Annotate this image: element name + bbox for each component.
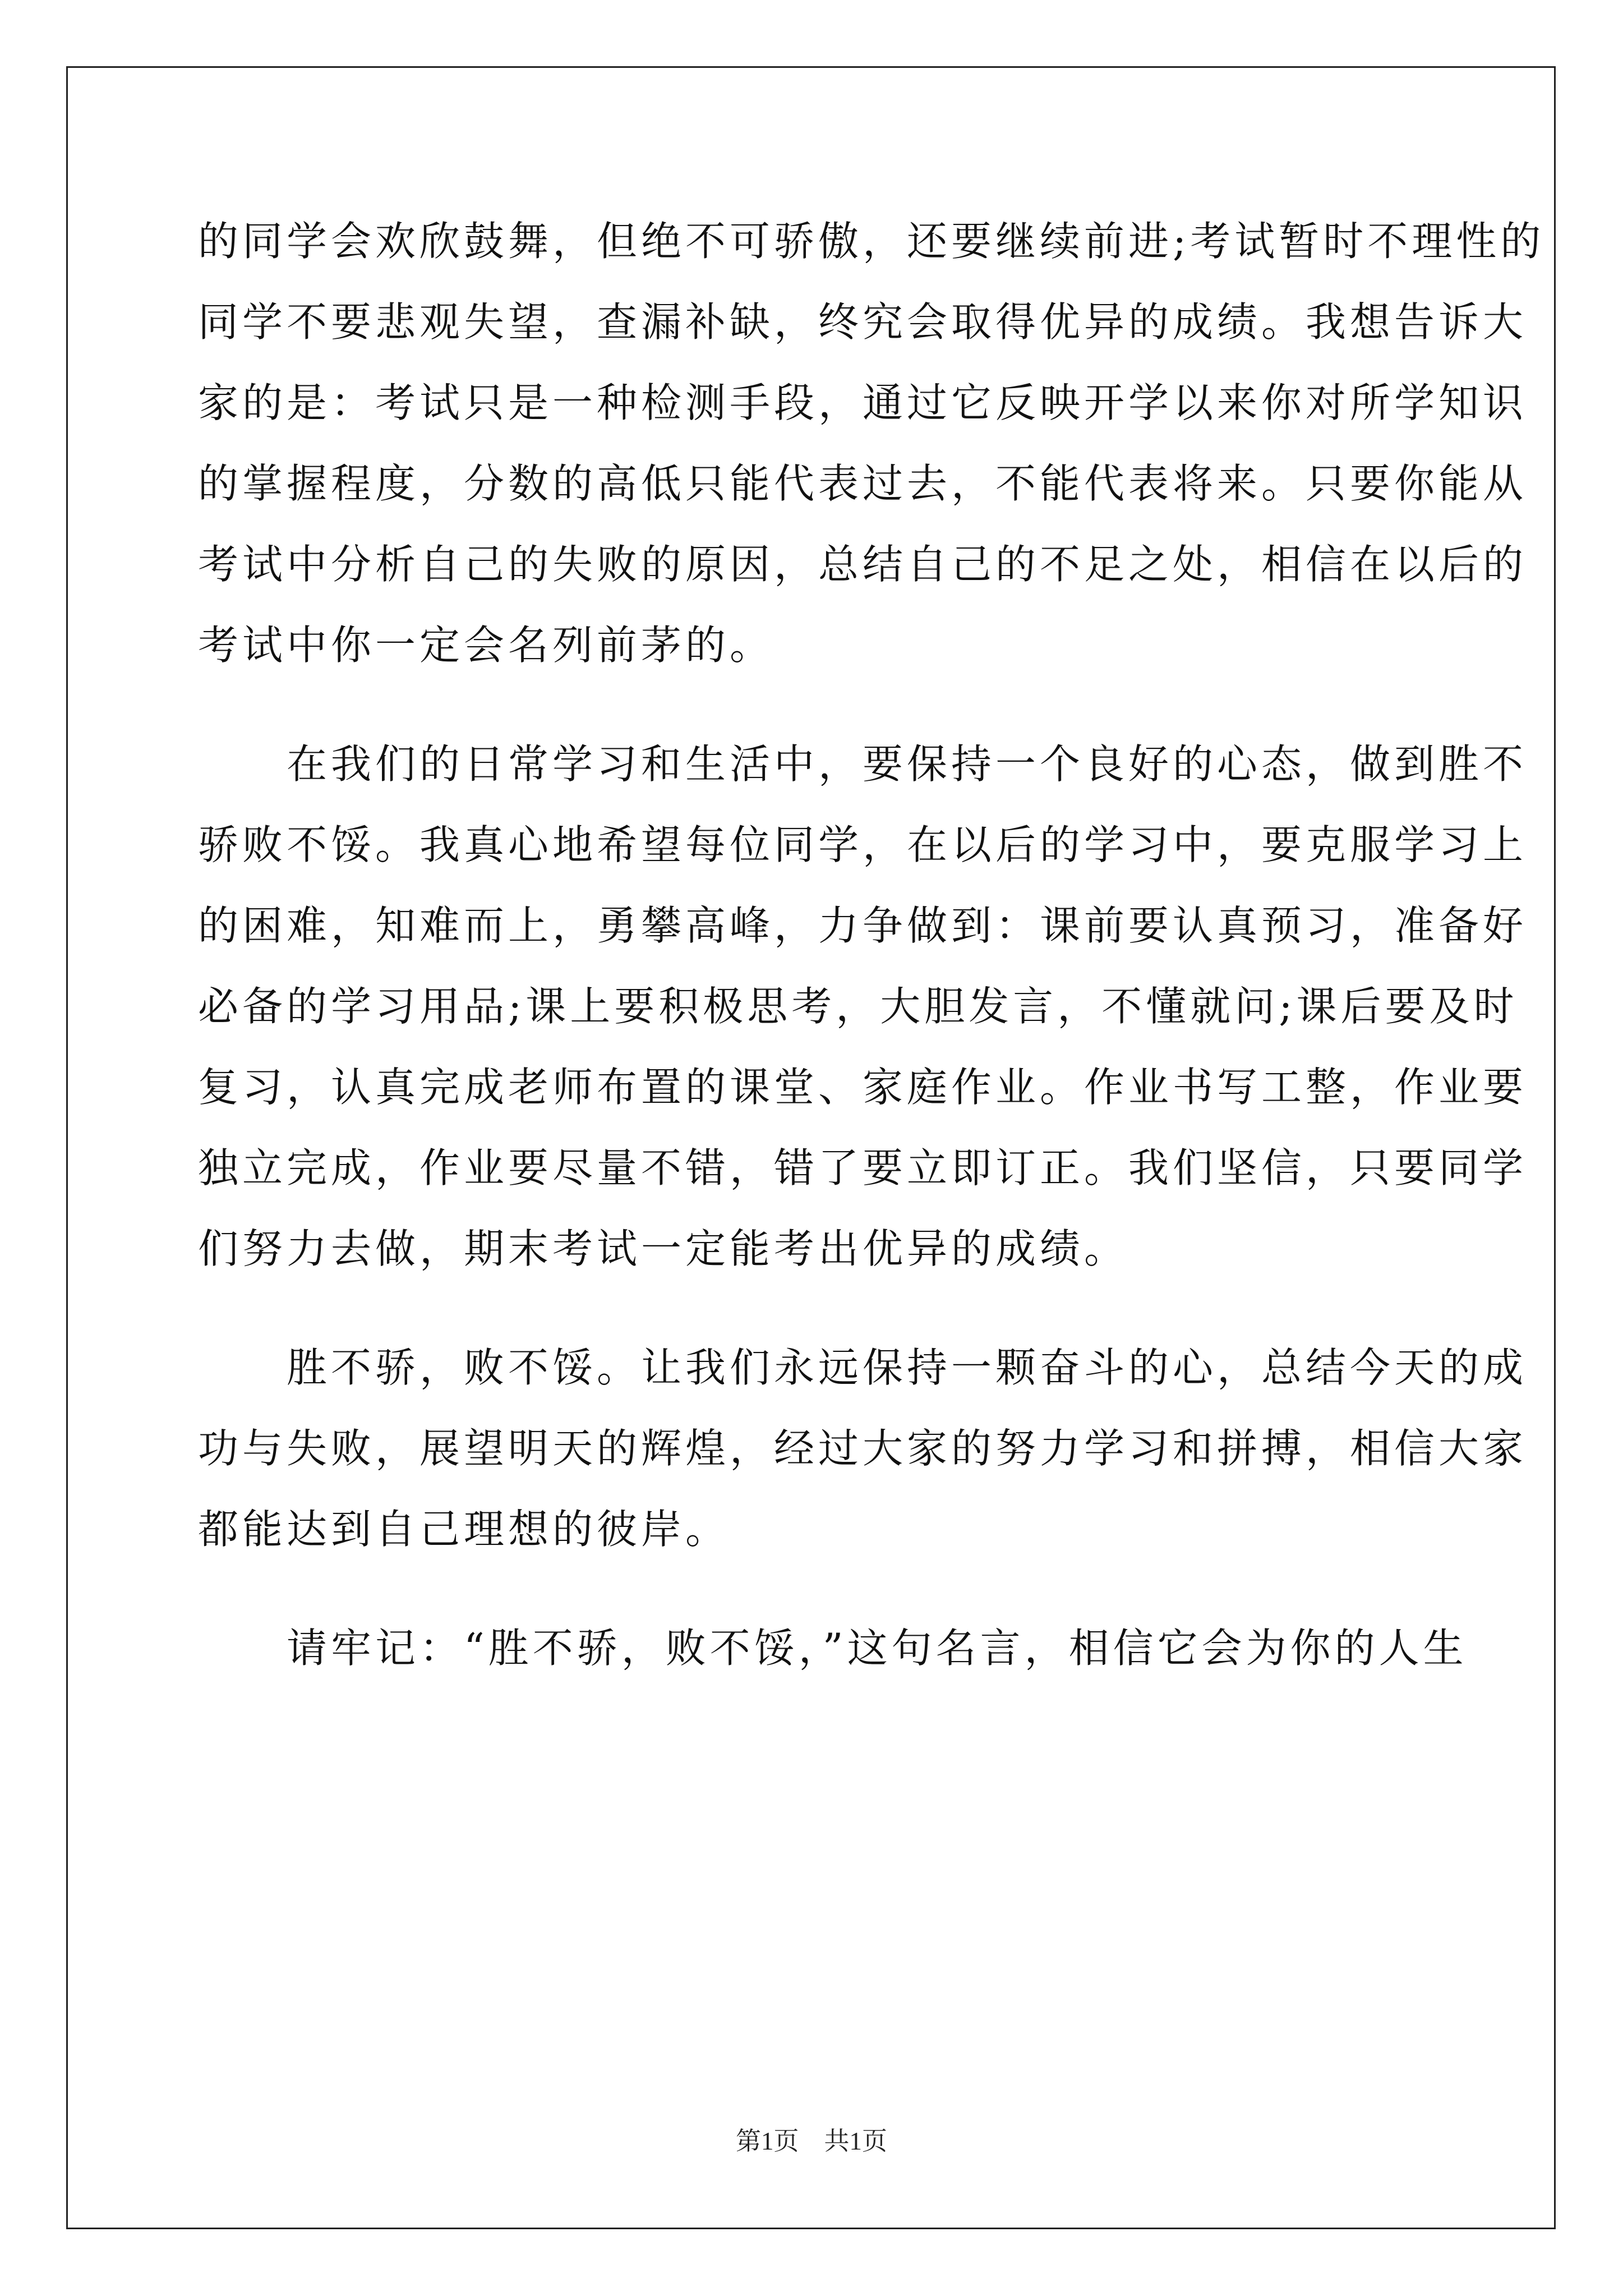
text-line: 功与失败，展望明天的辉煌，经过大家的努力学习和拼搏，相信大家	[198, 1425, 1528, 1472]
text-line: 胜不骄，败不馁。让我们永远保持一颗奋斗的心，总结今天的成	[198, 1344, 1528, 1391]
text-line: 都能达到自己理想的彼岸。	[198, 1506, 730, 1553]
page-number-footer: 第1页 共1页	[735, 2127, 887, 2155]
text-line: 们努力去做，期末考试一定能考出优异的成绩。	[198, 1225, 1129, 1272]
paragraph-gap	[198, 1289, 1430, 1327]
paragraph	[198, 1327, 1528, 1570]
text-line: 复习，认真完成老师布置的课堂、家庭作业。作业书写工整，作业要	[198, 1064, 1528, 1111]
text-line: 的掌握程度，分数的高低只能代表过去，不能代表将来。只要你能从	[198, 460, 1528, 507]
text-line: 的同学会欢欣鼓舞，但绝不可骄傲，还要继续前进;考试暂时不理性的	[198, 218, 1545, 265]
text-line: 独立完成，作业要尽量不错，错了要立即订正。我们坚信，只要同学	[198, 1144, 1528, 1191]
paragraph-gap	[198, 1570, 1430, 1608]
document-body	[198, 201, 1545, 1688]
paragraph	[198, 724, 1528, 1289]
paragraph	[198, 1608, 1468, 1688]
text-line: 请牢记：“胜不骄，败不馁，”这句名言，相信它会为你的人生	[198, 1625, 1468, 1672]
text-line: 考试中你一定会名列前茅的。	[198, 622, 774, 669]
text-line: 必备的学习用品;课上要积极思考，大胆发言，不懂就问;课后要及时	[198, 983, 1518, 1030]
text-line: 同学不要悲观失望，查漏补缺，终究会取得优异的成绩。我想告诉大	[198, 298, 1528, 346]
text-line: 考试中分析自己的失败的原因，总结自己的不足之处，相信在以后的	[198, 541, 1528, 588]
text-line: 骄败不馁。我真心地希望每位同学，在以后的学习中，要克服学习上	[198, 821, 1528, 868]
paragraph-gap	[198, 685, 1430, 724]
text-line: 家的是：考试只是一种检测手段，通过它反映开学以来你对所学知识	[198, 379, 1528, 426]
text-line: 的困难，知难而上，勇攀高峰，力争做到：课前要认真预习，准备好	[198, 902, 1528, 949]
paragraph	[198, 201, 1545, 685]
text-line: 在我们的日常学习和生活中，要保持一个良好的心态，做到胜不	[198, 740, 1528, 788]
